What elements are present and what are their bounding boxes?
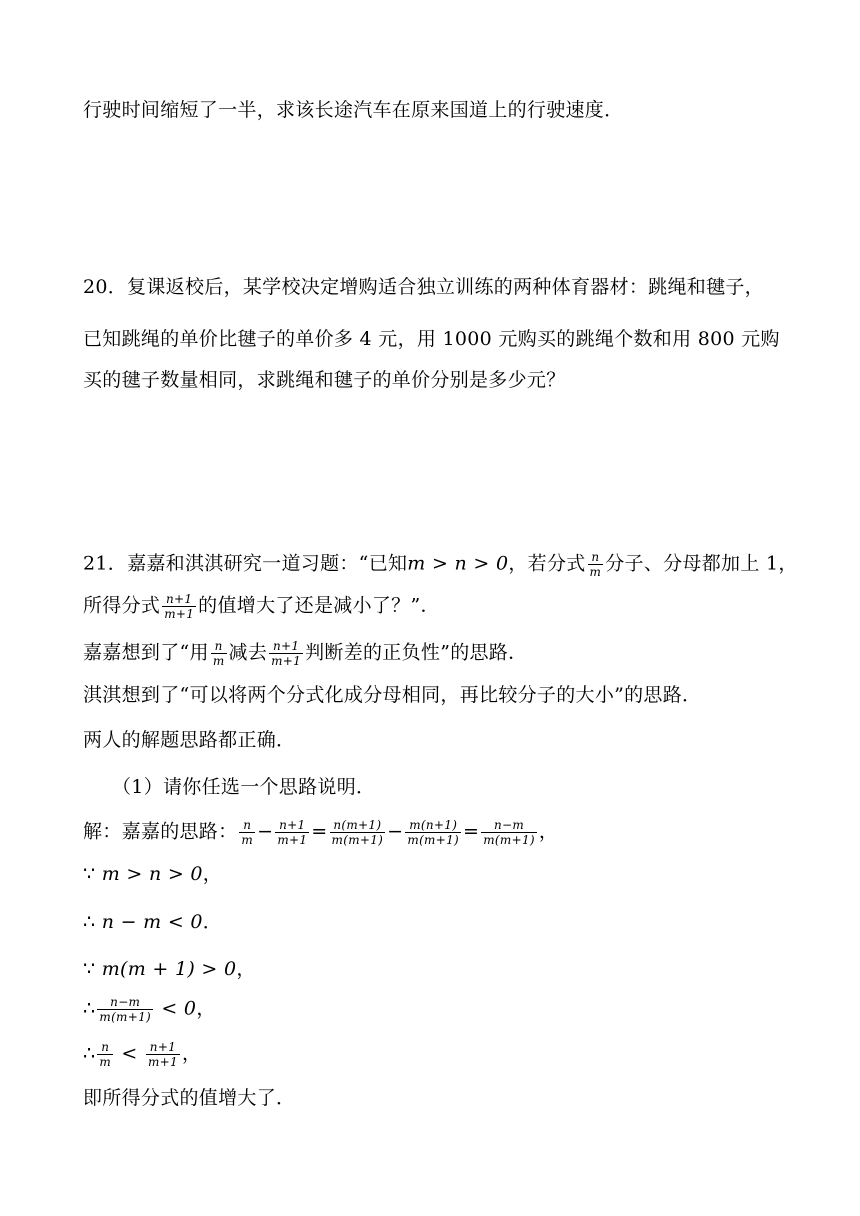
fraction-n-over-m: $\frac{n}{m}$ (589, 550, 602, 579)
fraction-n-over-m: $\frac{n}{m}$ (241, 818, 254, 847)
fraction-n-over-m: $\frac{n}{m}$ (99, 1040, 112, 1069)
fraction-n1-over-m1: $\frac{n+1}{m+1}$ (164, 592, 195, 621)
problem-21-line-2: 所得分式 $\frac{n+1}{m+1}$ 的值增大了还是减小了？”． (83, 592, 440, 621)
fraction-nm1-over-mm1: $\frac{n(m+1)}{m(m+1)}$ (331, 818, 384, 847)
fraction-nmm-over-mm1: $\frac{n-m}{m(m+1)}$ (99, 995, 152, 1024)
problem-21-line-5: 两人的解题思路都正确． (83, 729, 296, 751)
problem-20-line-1: 20．复课返校后，某学校决定增购适合独立训练的两种体育器材：跳绳和毽子， (83, 276, 764, 298)
problem-20-line-2: 已知跳绳的单价比毽子的单价多 4 元，用 1000 元购买的跳绳个数和用 800 元购 (83, 328, 780, 350)
solution-step-2: ∴ n − m < 0． (83, 911, 223, 933)
fraction-mn1-over-mm1: $\frac{m(n+1)}{m(m+1)}$ (407, 818, 460, 847)
condition-math: m > n > 0 (407, 552, 509, 575)
solution-step-1: ∵ m > n > 0， (83, 863, 223, 885)
problem-21-part-1: （1）请你任选一个思路说明． (112, 776, 376, 798)
solution-conclusion: 即所得分式的值增大了． (83, 1087, 296, 1109)
solution-step-5: ∴ $\frac{n}{m}$ < $\frac{n+1}{m+1}$ ， (83, 1040, 202, 1069)
problem-21-line-3: 嘉嘉想到了“用 $\frac{n}{m}$ 减去 $\frac{n+1}{m+1}$ 判断差的正负性”的思路． (83, 639, 528, 668)
fraction-n1-over-m1: $\frac{n+1}{m+1}$ (271, 639, 302, 668)
fraction-n-over-m: $\frac{n}{m}$ (212, 639, 225, 668)
problem-19-tail: 行驶时间缩短了一半，求该长途汽车在原来国道上的行驶速度． (83, 99, 624, 121)
solution-step-3: ∵ m(m + 1) > 0， (83, 958, 256, 980)
solution-step-4: ∴ $\frac{n-m}{m(m+1)}$ < 0， (83, 995, 216, 1024)
problem-20-line-3: 买的毽子数量相同，求跳绳和毽子的单价分别是多少元？ (83, 369, 566, 391)
fraction-n1-over-m1: $\frac{n+1}{m+1}$ (277, 818, 308, 847)
problem-21-line-4: 淇淇想到了“可以将两个分式化成分母相同，再比较分子的大小”的思路． (83, 684, 702, 706)
problem-21-line-1: 21．嘉嘉和淇淇研究一道习题：“已知m > n > 0，若分式 $\frac{n}{m}$ 分子、分母都加上 1， (83, 550, 798, 579)
solution-line: 解：嘉嘉的思路： $\frac{n}{m}$ − $\frac{n+1}{m+1}$ = $\frac{n(m+1)}{m(m+1)}$ − $\frac{m(n+1)}{m(m+1)}$ = $\frac{n-m}{m(m+1)}$ ， (83, 818, 559, 847)
fraction-nmm-over-mm1: $\frac{n-m}{m(m+1)}$ (483, 818, 535, 847)
fraction-n1-over-m1: $\frac{n+1}{m+1}$ (147, 1040, 178, 1069)
